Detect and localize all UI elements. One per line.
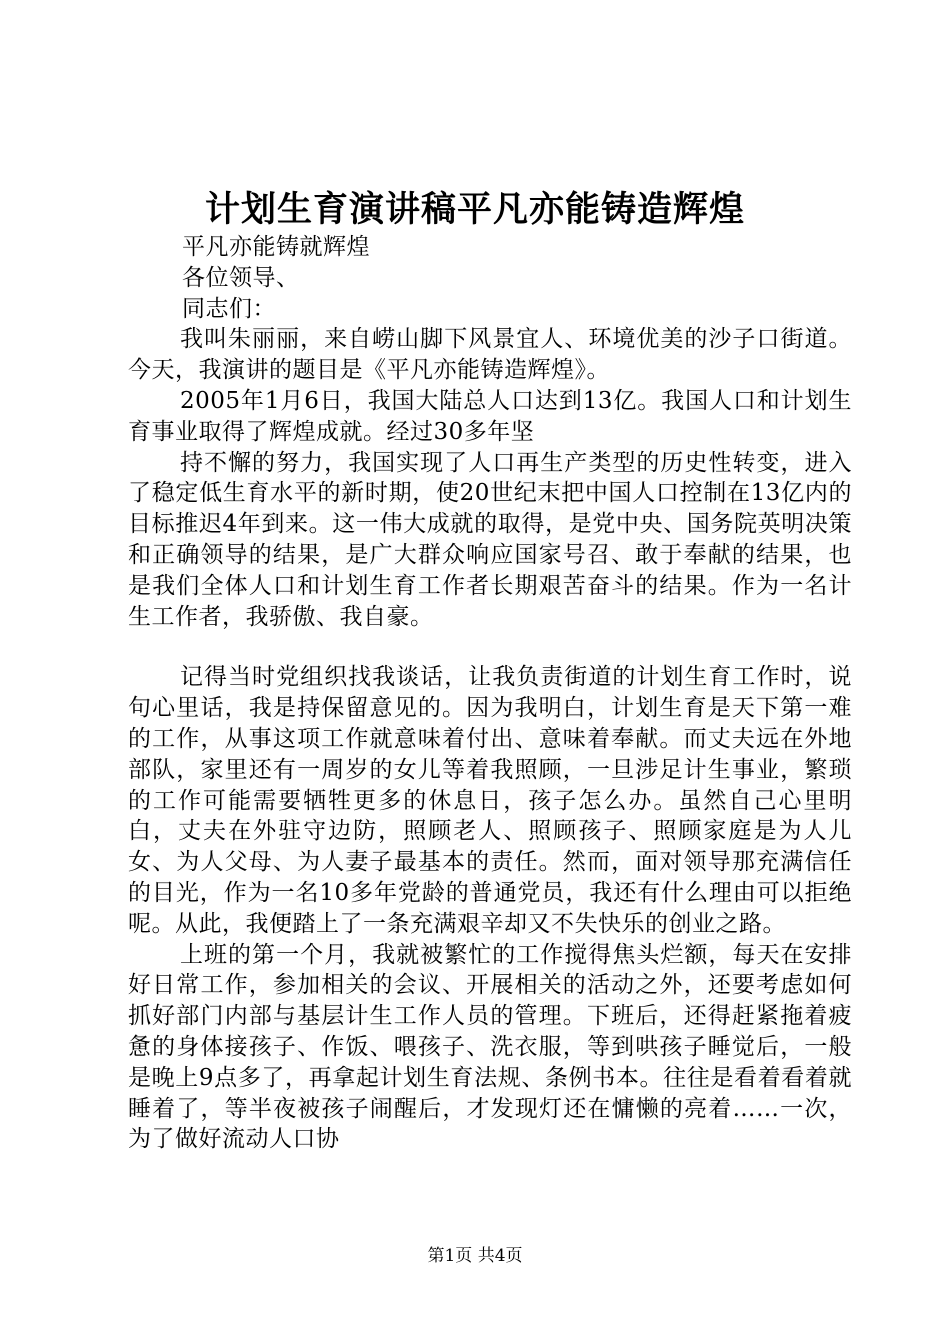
paragraph-4: 记得当时党组织找我谈话，让我负责街道的计划生育工作时，说句心里话，我是持保留意见的。因为我明白，计划生育是天下第一难的工作，从事这项工作就意味着付出、意味着奉献。而丈夫远在外地部队，家里还有一周岁的女儿等着我照顾，一旦涉足计生事业，繁琐的工作可能需要牺牲更多的休息日，孩子怎么办。虽然自己心里明白，丈夫在外驻守边防，照顾老人、照顾孩子、照顾家庭是为人儿女、为人父母、为人妻子最基本的责任。然而，面对领导那充满信任的目光，作为一名10多年党龄的普通党员，我还有什么理由可以拒绝呢。从此，我便踏上了一条充满艰辛却又不失快乐的创业之路。 [128, 664, 852, 937]
document-body [128, 232, 852, 1155]
paragraph-5: 上班的第一个月，我就被繁忙的工作搅得焦头烂额，每天在安排好日常工作，参加相关的会议、开展相关的活动之外，还要考虑如何抓好部门内部与基层计生工作人员的管理。下班后，还得赶紧拖着疲惫的身体接孩子、作饭、喂孩子、洗衣服，等到哄孩子睡觉后，一般是晚上9点多了，再拿起计划生育法规、条例书本。往往是看着看着就睡着了，等半夜被孩子闹醒后，才发现灯还在慵懒的亮着……一次，为了做好流动人口协 [128, 941, 852, 1153]
page-footer: 第1页 共4页 [427, 1246, 523, 1266]
document-subtitle: 平凡亦能铸就辉煌 [182, 234, 370, 260]
paragraph-3: 持不懈的努力，我国实现了人口再生产类型的历史性转变，进入了稳定低生育水平的新时期，使20世纪末把中国人口控制在13亿内的目标推迟4年到来。这一伟大成就的取得，是党中央、国务院英明决策和正确领导的结果，是广大群众响应国家号召、敢于奉献的结果，也是我们全体人口和计划生育工作者长期艰苦奋斗的结果。作为一名计生工作者，我骄傲、我自豪。 [128, 449, 852, 630]
paragraph-1: 我叫朱丽丽，来自崂山脚下风景宜人、环境优美的沙子口街道。今天，我演讲的题目是《平凡亦能铸造辉煌》。 [128, 326, 852, 384]
salutation-line-1: 各位领导、 [182, 264, 300, 291]
salutation-line-2: 同志们： [182, 295, 276, 322]
paragraph-2: 2005年1月6日，我国大陆总人口达到13亿。我国人口和计划生育事业取得了辉煌成就。经过30多年坚 [128, 387, 852, 445]
document-title: 计划生育演讲稿平凡亦能铸造辉煌 [204, 189, 745, 230]
paragraph-gap [128, 632, 852, 662]
